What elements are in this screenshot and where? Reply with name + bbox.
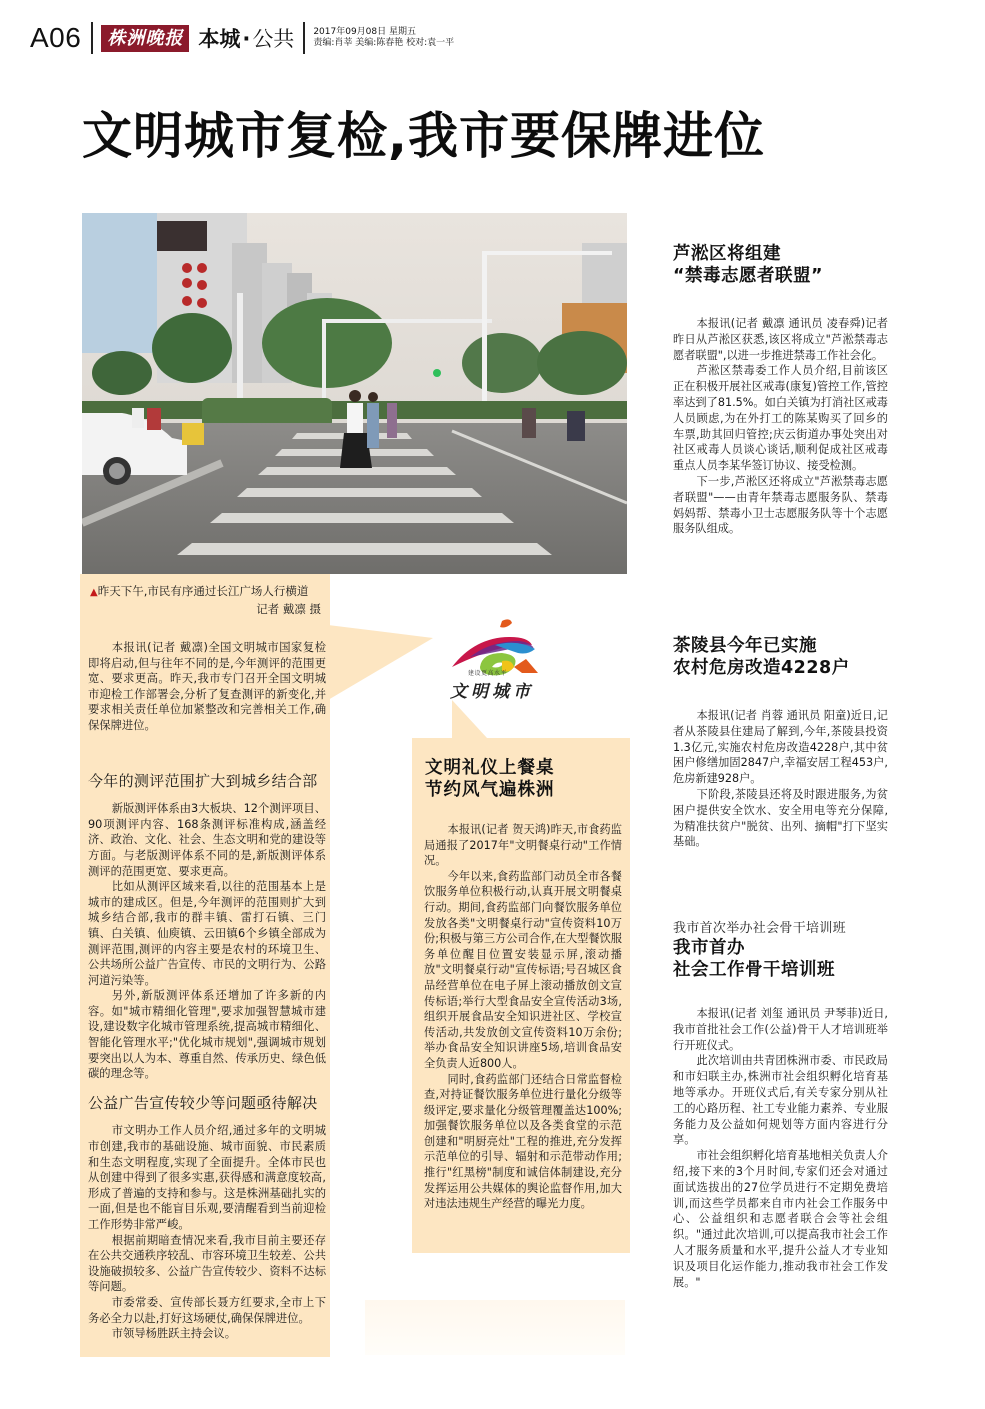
paragraph: 本报讯(记者 戴凛)全国文明城市国家复检即将启动,但与往年不同的是,今年测评的范围更宽、要求更高。昨天,我市专门召开全国文明城市迎检工作部署会,分析了复查测评的新变化,并要求相关责任单位加紧整改和完善相关工作,确保保牌进位。: [88, 641, 326, 732]
title-line: “禁毒志愿者联盟”: [673, 266, 824, 286]
page-header: [30, 22, 454, 54]
paragraph: 另外,新版测评体系还增加了许多新的内容。如"城市精细化管理",要求加强智慧城市建设,建设数字化城市管理系统,提高城市精细化、智能化管理水平;"优化城市规划",强调城市规划要突出以人为本、尊重自然、传承历史、绿色低碳的理念等。: [88, 989, 326, 1081]
title-line: 节约风气遍株洲: [425, 780, 555, 800]
date-line: 2017年09月08日 星期五: [313, 27, 416, 37]
logo-brand-text: 文明城市: [450, 682, 534, 702]
panel-fade: [365, 1300, 625, 1355]
right-article-1-title: [673, 243, 823, 287]
paragraph: 同时,食药监部门还结合日常监督检查,对持证餐饮服务单位进行量化分级等级评定,要求量化分级管理覆盖达100%;加强餐饮服务单位以及各类食堂的示范创建和"明厨亮灶"工程的推进,充分发挥示范单位的引导、辐射和示范带动作用;推行"红黑榜"制度和诚信体制建设,充分发挥运用公共媒体的舆论监督作用,加大对违法违规生产经营的曝光力度。: [424, 1072, 622, 1211]
title-line: 社会工作骨干培训班: [673, 960, 835, 980]
paragraph: 芦淞区禁毒委工作人员介绍,目前该区正在积极开展社区戒毒(康复)管控工作,管控率达到了81.5%。如白关镇为打消社区戒毒人员顾虑,为在外打工的陈某购买了回乡的车票,助其回归管控;庆云街道办事处突出对社区戒毒人员谈心谈话,顺利促成社区戒毒重点人员李某华签订协议、接受检测。: [673, 364, 888, 473]
right-article-3-kicker: 我市首次举办社会骨干培训班: [673, 921, 846, 936]
paragraph: 本报讯(记者 刘玺 通讯员 尹琴菲)近日,我市首批社会工作(公益)骨干人才培训班举行开班仪式。: [673, 1007, 888, 1052]
masthead-logo: 株洲晚报: [101, 25, 189, 52]
panel-pointer: [328, 590, 438, 700]
divider: [303, 22, 305, 54]
section-label: [198, 23, 294, 53]
paragraph: 下一步,芦淞区还将成立"芦淞禁毒志愿者联盟"——由青年禁毒志愿服务队、禁毒妈妈帮、禁毒小卫士志愿服务队等十个志愿服务队组成。: [673, 474, 888, 536]
paragraph: 今年以来,食药监部门动员全市各餐饮服务单位积极行动,认真开展文明餐桌行动。期间,食药监部门向餐饮服务单位发放各类"文明餐桌行动"宣传资料10万份;积极与第三方公司合作,在大型餐饮服务单位醒目位置安装显示屏,滚动播放"文明餐桌行动"宣传标语;号召城区食品经营单位在电子屏上滚动播放创文宣传标语;举行大型食品安全宣传活动3场,组织开展食品安全知识进社区、学校宣传活动,共发放创文宣传资料10万余份;举办食品安全知识讲座5场,培训食品安全负责人近800人。: [424, 869, 622, 1070]
paragraph: 市文明办工作人员介绍,通过多年的文明城市创建,我市的基础设施、城市面貌、市民素质和生态文明程度,实现了全面提升。全体市民也从创建中得到了很多实惠,获得感和满意度较高,形成了普遍的支持和参与。这是株洲基础扎实的一面,但是也不能盲目乐观,要清醒看到当前迎检工作形势非常严峻。: [88, 1124, 326, 1231]
paragraph: 下阶段,茶陵县还将及时跟进服务,为贫困户提供安全饮水、安全用电等充分保障,为精准扶贫户"脱贫、出列、摘帽"打下坚实基础。: [673, 787, 888, 849]
caption-text: 昨天下午,市民有序通过长江广场人行横道: [97, 584, 309, 598]
divider: [91, 22, 93, 54]
section-separator: ·: [242, 27, 251, 51]
news-photo-crosswalk: [82, 213, 627, 574]
middle-article-title: [425, 757, 555, 801]
paragraph: 市领导杨胜跃主持会议。: [111, 1327, 236, 1341]
right-article-3-title: [673, 937, 835, 981]
caption-marker-icon: ▲: [90, 587, 98, 598]
title-line: 农村危房改造4228户: [673, 658, 850, 678]
right-article-2-body: [673, 708, 888, 850]
subsection-name: 公共: [252, 27, 295, 51]
subheading: 今年的测评范围扩大到城乡结合部: [88, 771, 318, 790]
paragraph: 本报讯(记者 肖蓉 通讯员 阳童)近日,记者从茶陵县住建局了解到,今年,茶陵县投资1.3亿元,实施农村危房改造4228户,其中贫困户修缮加固2847户,幸福安居工程453户,危房新建928户。: [673, 709, 888, 786]
paragraph: 新版测评体系由3大板块、12个测评项目、90项测评内容、168条测评标准构成,涵盖经济、政治、文化、社会、生态文明和党的建设等方面。与老版测评体系不同的是,新版测评体系测评的范围更宽、要求更高。: [88, 802, 326, 878]
paragraph: 本报讯(记者 贺天鸿)昨天,市食药监局通报了2017年"文明餐桌行动"工作情况。: [424, 823, 622, 868]
right-article-1-body: [673, 316, 888, 537]
paragraph: 市委常委、宣传部长聂方红要求,全市上下务必全力以赴,打好这场硬仗,确保保牌进位。: [88, 1295, 326, 1325]
section-name: 本城: [198, 27, 241, 51]
main-headline: 文明城市复检,我市要保牌进位: [82, 107, 765, 165]
right-article-3-body: [673, 1006, 888, 1290]
middle-article-body: [424, 822, 622, 1212]
paragraph: 此次培训由共青团株洲市委、市民政局和市妇联主办,株洲市社会组织孵化培育基地等承办。开班仪式后,有关专家分别从社工的心路历程、社工专业能力素养、专业服务能力及公益如何规划等方面内容进行分享。: [673, 1054, 888, 1147]
photo-caption: [90, 583, 325, 617]
paragraph: 根据前期暗查情况来看,我市目前主要还存在公共交通秩序较乱、市容环境卫生较差、公共设施破损较多、公益广告宣传较少、资料不达标等问题。: [88, 1233, 326, 1294]
title-line: 文明礼仪上餐桌: [425, 758, 555, 778]
title-line: 芦淞区将组建: [673, 244, 781, 264]
panel-pointer: [452, 700, 492, 740]
subheading: 公益广告宣传较少等问题亟待解决: [88, 1093, 318, 1112]
paragraph: 本报讯(记者 戴凛 通讯员 凌春舜)记者昨日从芦淞区获悉,该区将成立"芦淞禁毒志愿者联盟",以进一步推进禁毒工作社会化。: [673, 317, 888, 362]
page-number: A06: [30, 22, 82, 53]
issue-meta: [313, 27, 454, 49]
credits-line: 责编:肖莘 美编:陈春艳 校对:袁一平: [313, 38, 455, 48]
right-article-2-title: [673, 635, 850, 679]
title-line: 茶陵县今年已实施: [673, 636, 817, 656]
paragraph: 比如从测评区域来看,以往的范围基本上是城市的建成区。但是,今年测评的范围则扩大到城乡结合部,我市的群丰镇、雷打石镇、三门镇、白关镇、仙庾镇、云田镇6个乡镇全部成为测评范围,测评的内容主要是农村的环境卫生、公共场所公益广告宣传、市民的文明行为、公路河道污染等。: [88, 880, 326, 987]
title-line: 我市首办: [673, 938, 745, 958]
photo-credit: 记者 戴凛 摄: [256, 602, 321, 616]
paragraph: 市社会组织孵化培育基地相关负责人介绍,接下来的3个月时间,专家们还会对通过面试选拔出的27位学员进行不定期免费培训,而这些学员都来自市内社会工作服务中心、公益组织和志愿者联合会等社会组织。"通过此次培训,可以提高我市社会工作人才服务质量和水平,提升公益人才专业知识及项目化运作能力,推动我市社会工作发展。": [673, 1149, 888, 1289]
main-article-body: [88, 640, 326, 1342]
logo-tagline: 建设更高水平: [468, 670, 508, 677]
photo-illustration: [82, 213, 627, 574]
